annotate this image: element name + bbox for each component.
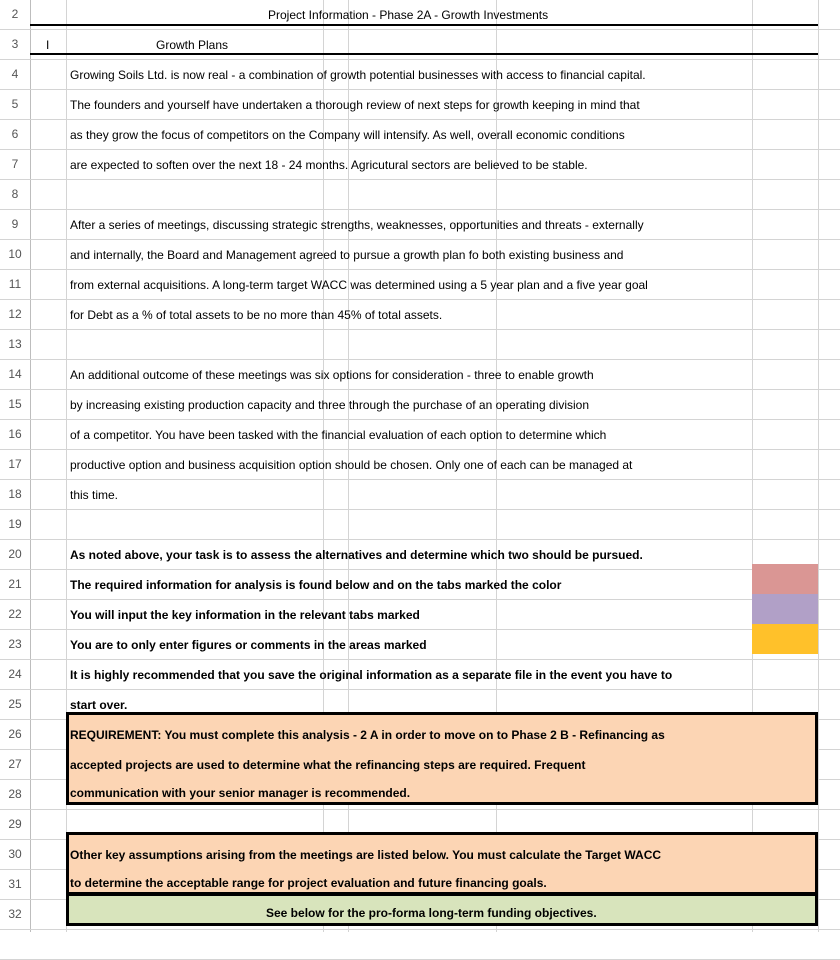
row-number[interactable]: 9 [11, 217, 19, 231]
row-number[interactable]: 7 [11, 157, 19, 171]
instruction-line[interactable]: As noted above, your task is to assess the alternatives and determine which two should be pursued. [70, 548, 643, 562]
paragraph3-line[interactable]: by increasing existing production capacity and three through the purchase of an operating division [70, 398, 589, 412]
paragraph1-line[interactable]: Growing Soils Ltd. is now real - a combination of growth potential businesses with access to financial capital. [70, 68, 646, 82]
row-number[interactable]: 31 [8, 877, 22, 891]
assumption-line[interactable]: Other key assumptions arising from the meetings are listed below. You must calculate the Target WACC [70, 848, 662, 862]
row-number[interactable]: 14 [8, 367, 22, 381]
paragraph2-line[interactable]: for Debt as a % of total assets to be no more than 45% of total assets. [70, 308, 443, 322]
row-number[interactable]: 27 [8, 757, 22, 771]
instruction-line[interactable]: The required information for analysis is found below and on the tabs marked the color [70, 578, 562, 592]
row-number[interactable]: 23 [8, 637, 22, 651]
row-number[interactable]: 26 [8, 727, 22, 741]
column-divider [818, 0, 819, 932]
row-number[interactable]: 25 [8, 697, 22, 711]
row-divider [0, 509, 840, 510]
row-number[interactable]: 10 [8, 247, 22, 261]
row-number[interactable]: 20 [8, 547, 22, 561]
assumption-line[interactable]: to determine the acceptable range for project evaluation and future financing goals. [70, 876, 547, 890]
paragraph3-line[interactable]: An additional outcome of these meetings was six options for consideration - three to enable growth [70, 368, 594, 382]
instruction-line[interactable]: You are to only enter figures or comments in the areas marked [70, 638, 427, 652]
paragraph1-line[interactable]: are expected to soften over the next 18 - 24 months. Agricutural sectors are believed to be stable. [70, 158, 588, 172]
requirement-line[interactable]: communication with your senior manager is recommended. [70, 786, 411, 800]
paragraph2-line[interactable]: After a series of meetings, discussing strategic strengths, weaknesses, opportunities and threats - externally [70, 218, 644, 232]
funding-note[interactable]: See below for the pro-forma long-term funding objectives. [266, 906, 597, 920]
row-number[interactable]: 17 [8, 457, 22, 471]
section-underline [30, 53, 818, 55]
row-number[interactable]: 28 [8, 787, 22, 801]
paragraph3-line[interactable]: of a competitor. You have been tasked with the financial evaluation of each option to determine which [70, 428, 607, 442]
requirement-line[interactable]: REQUIREMENT: You must complete this analysis - 2 A in order to move on to Phase 2 B - Refinancing as [70, 728, 665, 742]
section-title[interactable]: Growth Plans [156, 38, 229, 52]
page-title[interactable]: Project Information - Phase 2A - Growth Investments [268, 8, 549, 22]
row-number[interactable]: 18 [8, 487, 22, 501]
row-number[interactable]: 29 [8, 817, 22, 831]
instruction-line[interactable]: It is highly recommended that you save the original information as a separate file in the event you have to [70, 668, 673, 682]
purple-swatch [752, 594, 818, 624]
row-number[interactable]: 4 [11, 67, 19, 81]
orange-swatch [752, 624, 818, 654]
row-number[interactable]: 19 [8, 517, 22, 531]
row-number[interactable]: 32 [8, 907, 22, 921]
row-number[interactable]: 30 [8, 847, 22, 861]
row-number[interactable]: 6 [11, 127, 19, 141]
row-number[interactable]: 5 [11, 97, 19, 111]
row-number[interactable]: 15 [8, 397, 22, 411]
row-divider [0, 809, 840, 810]
row-number[interactable]: 8 [11, 187, 19, 201]
row-number[interactable]: 3 [11, 37, 19, 51]
instruction-line[interactable]: start over. [70, 698, 128, 712]
paragraph3-line[interactable]: this time. [70, 488, 119, 502]
row-number[interactable]: 24 [8, 667, 22, 681]
requirement-line[interactable]: accepted projects are used to determine what the refinancing steps are required. Frequent [70, 758, 586, 772]
pink-swatch [752, 564, 818, 594]
paragraph1-line[interactable]: The founders and yourself have undertaken a thorough review of next steps for growth keeping in mind that [70, 98, 640, 112]
row-number[interactable]: 11 [8, 277, 22, 291]
instruction-line[interactable]: You will input the key information in the relevant tabs marked [70, 608, 420, 622]
row-number[interactable]: 16 [8, 427, 22, 441]
paragraph2-line[interactable]: from external acquisitions. A long-term target WACC was determined using a 5 year plan and a five year goal [70, 278, 648, 292]
section-marker[interactable]: I [46, 38, 50, 52]
row-number[interactable]: 22 [8, 607, 22, 621]
row-divider [0, 929, 840, 930]
row-number[interactable]: 2 [11, 7, 19, 21]
paragraph2-line[interactable]: and internally, the Board and Management agreed to pursue a growth plan fo both existing business and [70, 248, 624, 262]
paragraph1-line[interactable]: as they grow the focus of competitors on the Company will intensify. As well, overall economic conditions [70, 128, 625, 142]
row-number[interactable]: 21 [8, 577, 22, 591]
row-header-border [30, 0, 31, 932]
row-number[interactable]: 13 [8, 337, 22, 351]
row-number[interactable]: 12 [8, 307, 22, 321]
paragraph3-line[interactable]: productive option and business acquisition option should be chosen. Only one of each can be managed at [70, 458, 633, 472]
